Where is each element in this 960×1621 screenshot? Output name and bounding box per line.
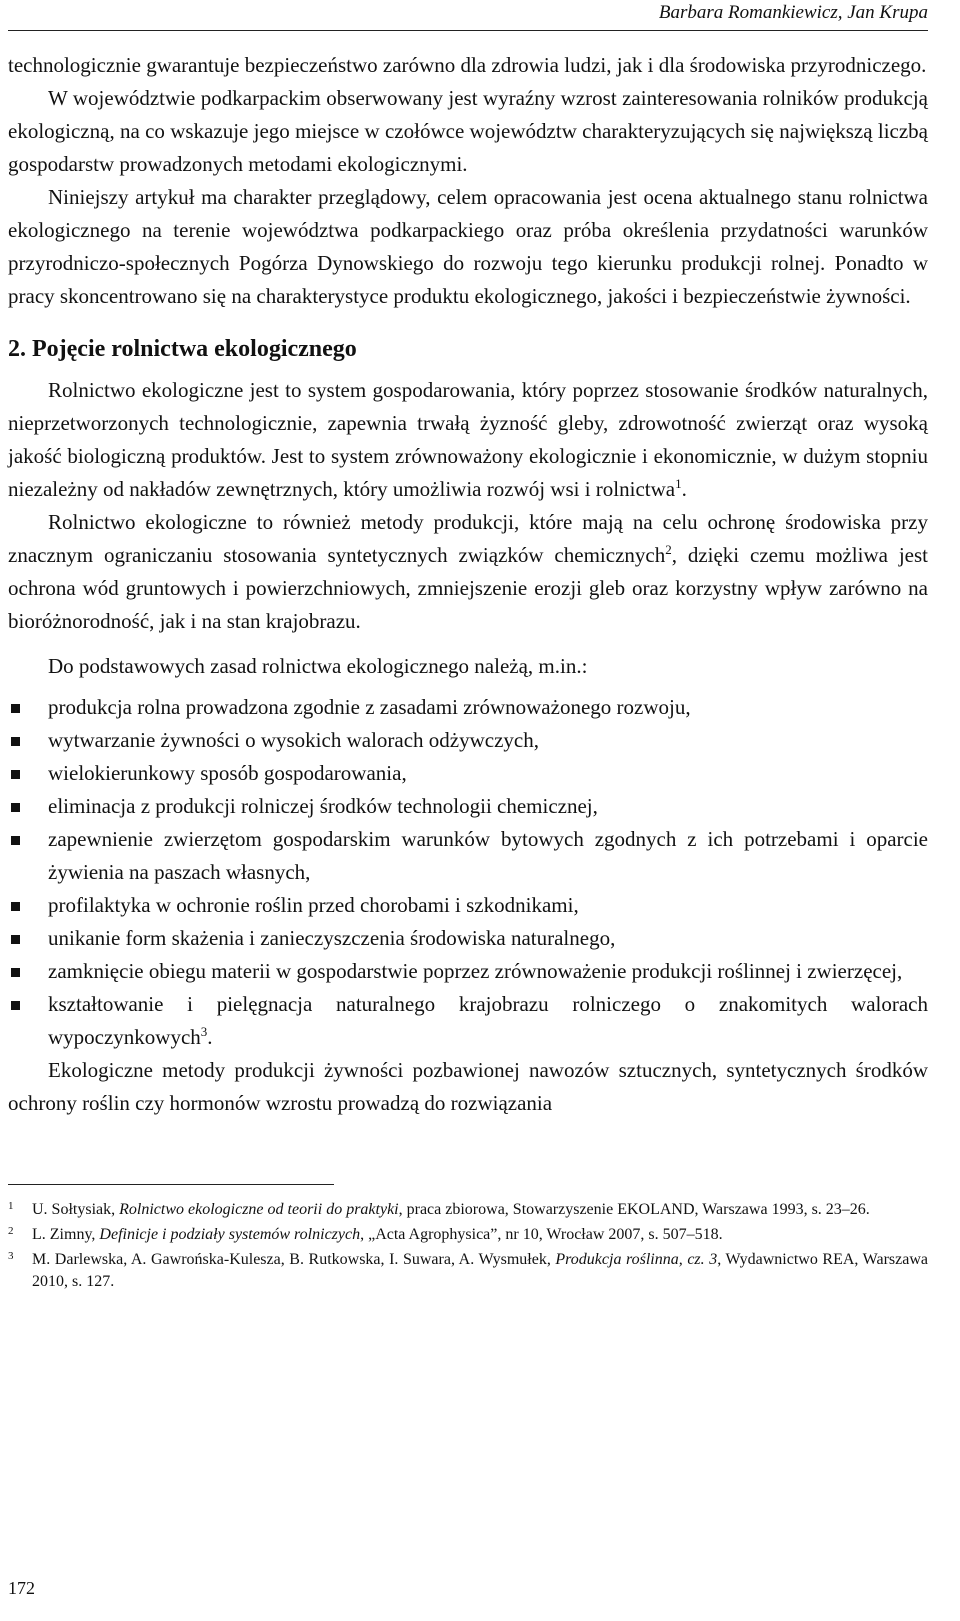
header-rule [8,30,928,31]
body-text [8,49,928,1120]
list-item [8,889,928,922]
paragraph-methods-text-a: Rolnictwo ekologiczne to również metody produkcji, które mają na celu ochronę środowiska przy znacznym ograniczaniu stosowania syntetycznych związków chemicznych [8,510,928,567]
section-heading: 2. Pojęcie rolnictwa ekologicznego [8,336,357,362]
footnote-1 [8,1199,928,1221]
list-item-text: wytwarzanie żywności o wysokich walorach odżywczych, [48,728,539,752]
footnote-ref-3[interactable]: 3 [200,1024,208,1039]
list-item-text: kształtowanie i pielęgnacja naturalnego krajobrazu rolniczego o znakomitych walorach wypoczynkowych [48,992,928,1049]
list-item [8,691,928,724]
paragraph-intro-1: technologicznie gwarantuje bezpieczeństwo zarówno dla zdrowia ludzi, jak i dla środowiska przyrodniczego. [8,53,927,77]
square-bullet-icon [11,803,20,812]
list-item [8,790,928,823]
square-bullet-icon [11,704,20,713]
list-item-text: profilaktyka w ochronie roślin przed chorobami i szkodnikami, [48,893,579,917]
paragraph-definition [8,374,928,506]
list-item [8,724,928,757]
list-item [8,757,928,790]
footnote-number: 2 [8,1225,14,1237]
list-item-text: eliminacja z produkcji rolniczej środków technologii chemicznej, [48,794,598,818]
square-bullet-icon [11,902,20,911]
list-item [8,955,928,988]
running-header-authors: Barbara Romankiewicz, Jan Krupa [658,2,928,23]
list-intro: Do podstawowych zasad rolnictwa ekologicznego należą, m.in.: [48,654,588,678]
footnote-text: U. Sołtysiak, [32,1201,120,1218]
square-bullet-icon [11,935,20,944]
list-item-text: wielokierunkowy sposób gospodarowania, [48,761,407,785]
footnote-text: M. Darlewska, A. Gawrońska-Kulesza, B. Rutkowska, I. Suwara, A. Wysmułek, [32,1251,556,1268]
list-item-text: unikanie form skażenia i zanieczyszczenia środowiska naturalnego, [48,926,616,950]
paragraph-methods-text-b: , dzięki czemu możliwa jest ochrona wód gruntowych i powierzchniowych, zmniejszenie erozji gleb oraz korzystny wpływ zarówno na bioróżnorodność, jak i na stan krajobrazu. [8,543,928,633]
square-bullet-icon [11,1001,20,1010]
footnote-title: Rolnictwo ekologiczne od teorii do praktyki [119,1201,399,1218]
square-bullet-icon [11,770,20,779]
paragraph-intro-3: Niniejszy artykuł ma charakter przeglądowy, celem opracowania jest ocena aktualnego stanu rolnictwa ekologicznego na terenie województwa podkarpackiego oraz próba określenia przydatności warunków przyrodniczo-społecznych Pogórza Dynowskiego do rozwoju tego kierunku produkcji rolnej. Ponadto w pracy skoncentrowano się na charakterystyce produktu ekologicznego, jakości i bezpieczeństwie żywności. [8,185,928,308]
list-item [8,988,928,1054]
principles-list [8,691,928,1054]
footnote-text: , „Acta Agrophysica”, nr 10, Wrocław 2007, s. 507–518. [360,1226,723,1243]
square-bullet-icon [11,836,20,845]
footnote-ref-1[interactable]: 1 [675,476,682,491]
footnotes [8,1199,928,1293]
list-item-text: zapewnienie zwierzętom gospodarskim warunków bytowych zgodnych z ich potrzebami i oparcie żywienia na paszach własnych, [48,827,928,884]
list-item [8,823,928,889]
footnote-2 [8,1224,928,1246]
footnote-text: , Wydawnictwo REA, Warszawa 2010, s. 127. [32,1251,929,1290]
paragraph-definition-end: . [681,477,687,501]
footnote-3 [8,1249,928,1293]
square-bullet-icon [11,737,20,746]
page-number: 172 [8,1578,35,1598]
footnote-rule [8,1184,334,1185]
footnote-title: Produkcja roślinna, cz. 3 [555,1251,718,1268]
list-item-end: . [207,1025,213,1049]
document-page [8,0,928,1296]
footnote-text: L. Zimny, [32,1226,100,1243]
footnote-text: , praca zbiorowa, Stowarzyszenie EKOLAND, Warszawa 1993, s. 23–26. [398,1201,870,1218]
paragraph-conclusion: Ekologiczne metody produkcji żywności pozbawionej nawozów sztucznych, syntetycznych środków ochrony roślin czy hormonów wzrostu prowadzą do rozwiązania [8,1058,928,1115]
paragraph-definition-text: Rolnictwo ekologiczne jest to system gospodarowania, który poprzez stosowanie środków naturalnych, nieprzetworzonych technologicznie, zapewnia trwałą żyzność gleby, zdrowotność zwierząt oraz wysoką jakość biologiczną produktów. Jest to system zrównoważony ekologicznie i ekonomicznie, w dużym stopniu niezależny od nakładów zewnętrznych, który umożliwia rozwój wsi i rolnictwa [8,378,928,501]
paragraph-methods [8,506,928,638]
footnote-title: Definicje i podziały systemów rolniczych [99,1226,361,1243]
footnote-ref-2[interactable]: 2 [665,542,672,557]
list-item-text: zamknięcie obiegu materii w gospodarstwie poprzez zrównoważenie produkcji roślinnej i zwierzęcej, [48,959,903,983]
footnote-number: 1 [8,1200,14,1212]
list-item [8,922,928,955]
square-bullet-icon [11,968,20,977]
list-item-text: produkcja rolna prowadzona zgodnie z zasadami zrównoważonego rozwoju, [48,695,691,719]
footnote-number: 3 [8,1250,14,1262]
paragraph-intro-2: W województwie podkarpackim obserwowany jest wyraźny wzrost zainteresowania rolników produkcją ekologiczną, na co wskazuje jego miejsce w czołówce województw charakteryzujących się największą liczbą gospodarstw prowadzonych metodami ekologicznymi. [8,86,928,176]
